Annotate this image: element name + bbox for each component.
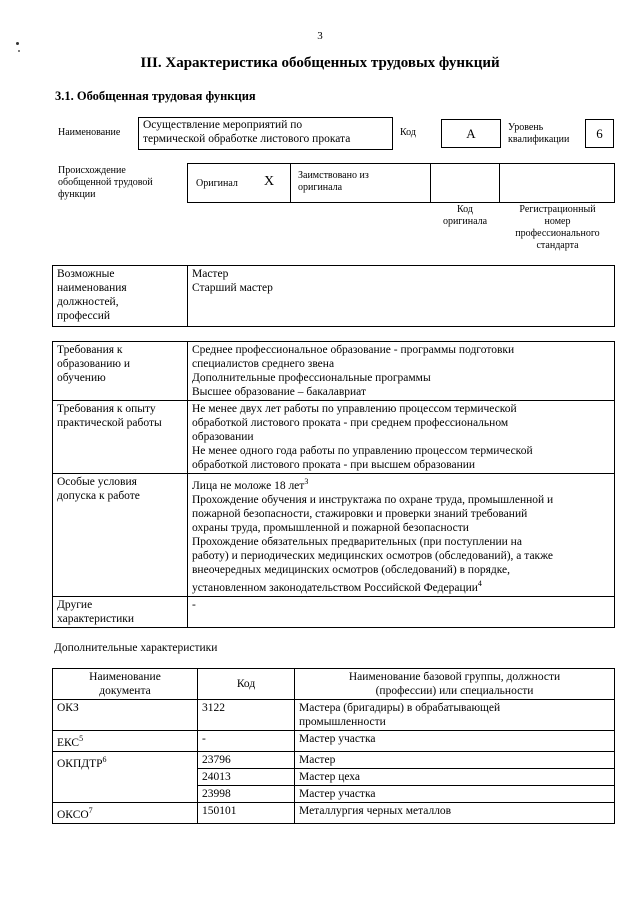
name-label: Наименование [58,127,121,138]
table-row: 24013 Мастер цеха [53,768,615,785]
other-value-cell: - [188,596,615,627]
table-row: ОКПДТР$^6$ 23796 Мастер [53,751,615,768]
experience-value-cell: Не менее двух лет работы по управлению процессом термической обработкой листового проката - при среднем профессиональном образовании Не менее одного года работы по управлению процессом термической обработкой листового проката - при высшем образовании [188,401,615,474]
origin-divider-3 [499,164,500,202]
original-mark: X [264,174,275,189]
code-value: А [466,126,476,141]
level-value-box [585,119,614,148]
scan-speck [16,42,19,45]
name-value-box [138,117,393,150]
additional-title: Дополнительные характеристики [54,642,218,654]
education-label-cell: Требования к образованию и обучению [53,342,188,401]
requirements-table [52,341,615,628]
header-code-cell: Код [198,669,295,700]
name-value-line2: термической обработке листового проката [143,132,351,145]
positions-value-cell: Мастер Старший мастер [188,266,615,327]
code-value-box [441,119,501,148]
positions-label-cell: Возможные наименования должностей, профессий [53,266,188,327]
level-label-line1: Уровень [508,122,544,133]
origin-divider-2 [430,164,431,202]
table-row: ОКЗ 3122 Мастера (бригадиры) в обрабатывающей промышленности [53,700,615,731]
positions-table [52,265,615,327]
experience-label-cell: Требования к опыту практической работы [53,401,188,474]
level-label-line2: квалификации [508,134,570,145]
conditions-label-cell: Особые условия допуска к работе [53,474,188,597]
original-label: Оригинал [196,178,238,189]
origin-box [187,163,615,203]
table-row: 23998 Мастер участка [53,785,615,802]
reg-number-caption: Регистрационный номер профессионального стандарта [515,204,600,251]
scan-speck [18,50,20,52]
subsection-title: 3.1. Обобщенная трудовая функция [55,89,256,103]
origin-divider-1 [290,164,291,202]
page-number: 3 [317,30,323,42]
code-label: Код [400,127,416,138]
level-value: 6 [596,126,603,141]
borrowed-label: Заимствовано из оригинала [298,170,369,193]
header-name-cell: Наименование базовой группы, должности (профессии) или специальности [295,669,615,700]
other-label-cell: Другие характеристики [53,596,188,627]
conditions-value-cell: Лица не моложе 18 лет$^3$ Прохождение обучения и инструктажа по охране труда, промышленной и пожарной безопасности, стажировки и проверки знаний требований охраны труда, промышленной и пожарной безопасности Прохождение обязательных предварительных (при поступлении на работу) и периодических медицинских осмотров (обследований), а также внеочередных медицинских осмотров (обследований) в порядке, установленном законодательством Российской Федерации$^4$ [188,474,615,597]
table-row: ЕКС$^5$ - Мастер участка [53,731,615,752]
table-row: ОКСО$^7$ 150101 Металлургия черных металлов [53,802,615,823]
additional-table [52,668,615,824]
section-title: III. Характеристика обобщенных трудовых функций [140,55,500,71]
code-original-caption: Код оригинала [442,204,488,227]
header-doc-cell: Наименование документа [53,669,198,700]
level-label [508,122,569,146]
origin-label: Происхождение обобщенной трудовой функции [58,165,153,200]
name-value-line1: Осуществление мероприятий по [143,119,303,131]
education-value-cell: Среднее профессиональное образование - программы подготовки специалистов среднего звена Дополнительные профессиональные программы Высшее образование – бакалавриат [188,342,615,401]
